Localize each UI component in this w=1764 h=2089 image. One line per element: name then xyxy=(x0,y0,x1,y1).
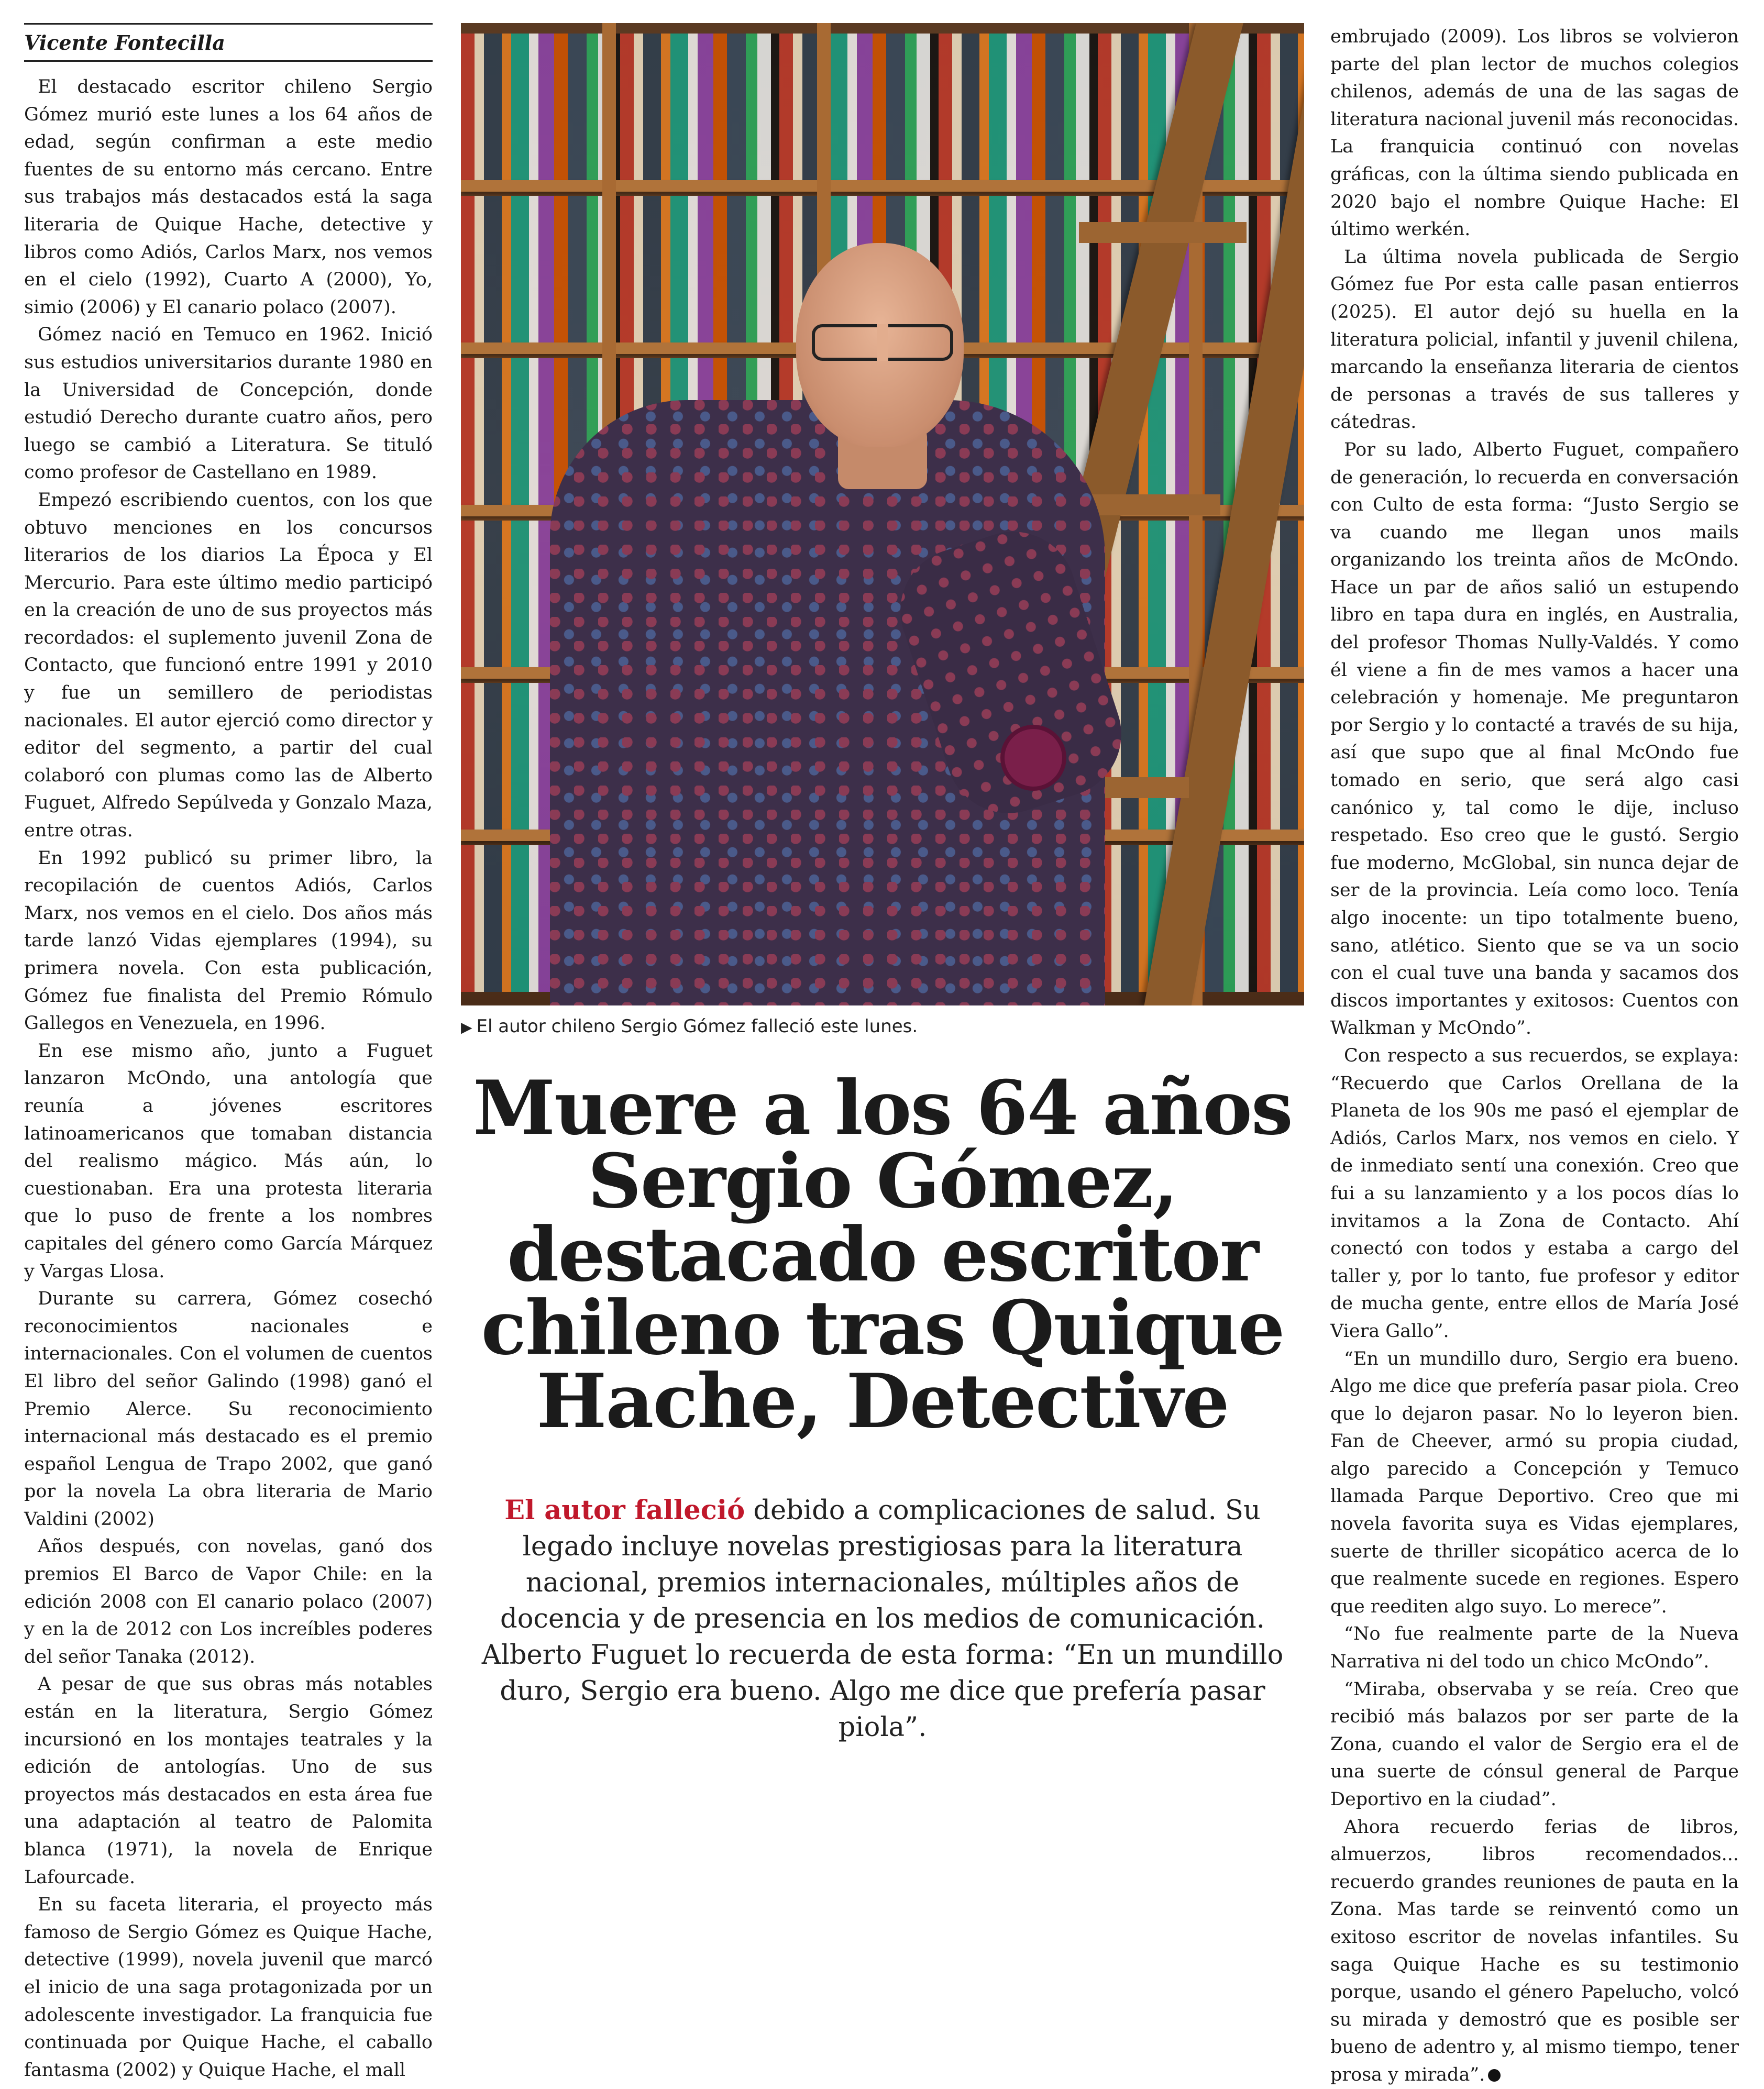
paragraph: Con respecto a sus recuerdos, se explaya: “Recuerdo que Carlos Orellana de la Planeta de los 90s me pasó el ejemplar de Adiós, Carlos Marx, nos vemos en cielo. Y de inmediato sentí una conexión. Creo que fui a su lanzamiento y a los pocos días lo invitamos a la Zona de Contacto. Ahí conectó con todos y estaba a cargo del taller y, por lo tanto, fue profesor y editor de mucha gente, entre ellos de María José Viera Gallo”. xyxy=(1330,1045,1739,1342)
paragraph: Por su lado, Alberto Fuguet, compañero de generación, lo recuerda en conversación con Culto de esta forma: “Justo Sergio se va cuando me llegan unos mails organizando los treinta años de McOndo. Hace un par de años salió un estupendo libro en tapa dura en inglés, en Australia, del profesor Thomas Nully-Valdés. Y como él viene a fin de mes vamos a hacer una celebración y homenaje. Me preguntaron por Sergio y lo contacté a través de su hija, así que supo que al final McOndo fue tomado en serio, que será algo casi canónico y, tal como le dije, incluso respetado. Eso creo que le gustó. Sergio fue moderno, McGlobal, sin nunca dejar de ser de la provincia. Leía como loco. Tenía algo inocente: un tipo totalmente bueno, sano, atlético. Siento que se va un socio con el cual tuve una banda y sacamos dos discos importantes y exitosos: Cuentos con Walkman y McOndo”. xyxy=(1330,439,1739,1039)
paragraph xyxy=(1330,1814,1739,2089)
center-column xyxy=(461,23,1304,1745)
left-body-text xyxy=(24,73,433,2084)
paragraph: embrujado (2009). Los libros se volvieron parte del plan lector de muchos colegios chilenos, además de una de las sagas de literatura nacional juvenil más reconocidas. La franquicia continuó con novelas gráficas, con la última siendo publicada en 2020 bajo el nombre Quique Hache: El último werkén. xyxy=(1330,26,1739,240)
paragraph: Gómez nació en Temuco en 1962. Inició sus estudios universitarios durante 1980 en la Universidad de Concepción, donde estudió Derecho durante cuatro años, pero luego se cambió a Literatura. Se tituló como profesor de Castellano en 1989. xyxy=(24,324,433,483)
paragraph: “No fue realmente parte de la Nueva Narrativa ni del todo un chico McOndo”. xyxy=(1330,1623,1739,1673)
headline-line: destacado escritor xyxy=(507,1211,1258,1298)
headline-line: chileno tras Quique xyxy=(481,1285,1284,1372)
paragraph: La última novela publicada de Sergio Gómez fue Por esta calle pasan entierros (2025). El autor dejó su huella en la literatura policial, infantil y juvenil chilena, marcando la enseñanza literaria de cientos de personas a través de sus talleres y cátedras. xyxy=(1330,246,1739,433)
headline-line: Muere a los 64 años xyxy=(473,1065,1292,1152)
paragraph-text: Ahora recuerdo ferias de libros, almuerzos, libros recomendados... recuerdo grandes reuniones de pauta en la Zona. Mas tarde se reinventó como un exitoso escritor de novelas infantiles. Su saga Quique Hache es su testimonio porque, usando el género Papelucho, volcó su mirada y demostró que es posible ser bueno de adentro y, al mismo tiempo, tener prosa y mirada”. xyxy=(1330,1816,1739,2085)
ladder-rung xyxy=(1079,222,1247,243)
paragraph: El destacado escritor chileno Sergio Gómez murió este lunes a los 64 años de edad, según confirman a este medio fuentes de su entorno más cercano. Entre sus trabajos más destacados está la saga literaria de Quique Hache, detective y libros como Adiós, Carlos Marx, nos vemos en el cielo (1992), Cuarto A (2000), Yo, simio (2006) y El canario polaco (2007). xyxy=(24,76,433,318)
byline: Vicente Fontecilla xyxy=(24,23,433,62)
right-column xyxy=(1330,23,1739,2089)
caption-text: El autor chileno Sergio Gómez falleció este lunes. xyxy=(476,1016,918,1037)
paragraph: A pesar de que sus obras más notables están en la literatura, Sergio Gómez incursionó en los montajes teatrales y la edición de antologías. Uno de sus proyectos más destacados en esta área fue una adaptación al teatro de Palomita blanca (1971), la novela de Enrique Lafourcade. xyxy=(24,1674,433,1888)
standfirst xyxy=(472,1493,1293,1745)
paragraph: En 1992 publicó su primer libro, la recopilación de cuentos Adiós, Carlos Marx, nos vemos en el cielo. Dos años más tarde lanzó Vidas ejemplares (1994), su primera novela. Con esta publicación, Gómez fue finalista del Premio Rómulo Gallegos en Venezuela, en 1996. xyxy=(24,847,433,1034)
glasses xyxy=(812,324,953,361)
headline-line: Sergio Gómez, xyxy=(588,1138,1177,1225)
paragraph: Durante su carrera, Gómez cosechó reconocimientos nacionales e internacionales. Con el volumen de cuentos El libro del señor Galindo (1998) ganó el Premio Alerce. Su reconocimiento internacional más destacado es el premio español Lengua de Trapo 2002, que ganó por la novela La obra literaria de Mario Valdini (2002) xyxy=(24,1288,433,1530)
standfirst-lead: El autor falleció xyxy=(504,1495,745,1526)
right-body-text xyxy=(1330,23,1739,2089)
paragraph: “Miraba, observaba y se reía. Creo que recibió más balazos por ser parte de la Zona, cuando el valor de Sergio era el de una suerte de cónsul general de Parque Deportivo en la ciudad”. xyxy=(1330,1678,1739,1810)
end-of-article-icon xyxy=(1488,2069,1501,2082)
paragraph: En su faceta literaria, el proyecto más famoso de Sergio Gómez es Quique Hache, detective (1999), novela juvenil que marcó el inicio de una saga protagonizada por un adolescente investigador. La franquicia fue continuada por Quique Hache, el caballo fantasma (2002) y Quique Hache, el mall xyxy=(24,1894,433,2081)
photo-caption xyxy=(461,1015,1304,1039)
standfirst-text: debido a complicaciones de salud. Su legado incluye novelas prestigiosas para la literatura nacional, premios internacionales, múltiples años de docencia y de presencia en los medios de comunicación. Alberto Fuguet lo recuerda de esta forma: “En un mundillo duro, Sergio era bueno. Algo me dice que prefería pasar piola”. xyxy=(481,1495,1284,1743)
left-column xyxy=(24,23,433,2084)
watch xyxy=(1000,725,1066,791)
headline-line: Hache, Detective xyxy=(536,1358,1229,1445)
caption-arrow-icon: ▶ xyxy=(461,1019,472,1036)
headline xyxy=(461,1065,1304,1445)
author-photo xyxy=(461,23,1304,1005)
paragraph: Años después, con novelas, ganó dos premios El Barco de Vapor Chile: en la edición 2008 con El canario polaco (2007) y en la de 2012 con Los increíbles poderes del señor Tanaka (2012). xyxy=(24,1536,433,1667)
paragraph: Empezó escribiendo cuentos, con los que obtuvo menciones en los concursos literarios de los diarios La Época y El Mercurio. Para este último medio participó en la creación de uno de sus proyectos más recordados: el suplemento juvenil Zona de Contacto, que funcionó entre 1991 y 2010 y fue un semillero de periodistas nacionales. El autor ejerció como director y editor del segmento, a partir del cual colaboró con plumas como las de Alberto Fuguet, Alfredo Sepúlveda y Gonzalo Maza, entre otras. xyxy=(24,489,433,842)
paragraph: En ese mismo año, junto a Fuguet lanzaron McOndo, una antología que reunía a jóvenes escritores latinoamericanos que tomaban distancia del realismo mágico. Más aún, lo cuestionaban. Era una protesta literaria que lo puso de frente a los nombres capitales del género como García Márquez y Vargas Llosa. xyxy=(24,1040,433,1282)
paragraph: “En un mundillo duro, Sergio era bueno. Algo me dice que prefería pasar piola. Creo que lo dejaron pasar. No lo leyeron bien. Fan de Cheever, armó su propia ciudad, algo parecido a Concepción y Temuco llamada Parque Deportivo. Creo que mi novela favorita suya es Vidas ejemplares, suerte de thriller sicopático acerca de lo que realmente sucede en regiones. Espero que reediten algo suyo. Lo merece”. xyxy=(1330,1348,1739,1617)
